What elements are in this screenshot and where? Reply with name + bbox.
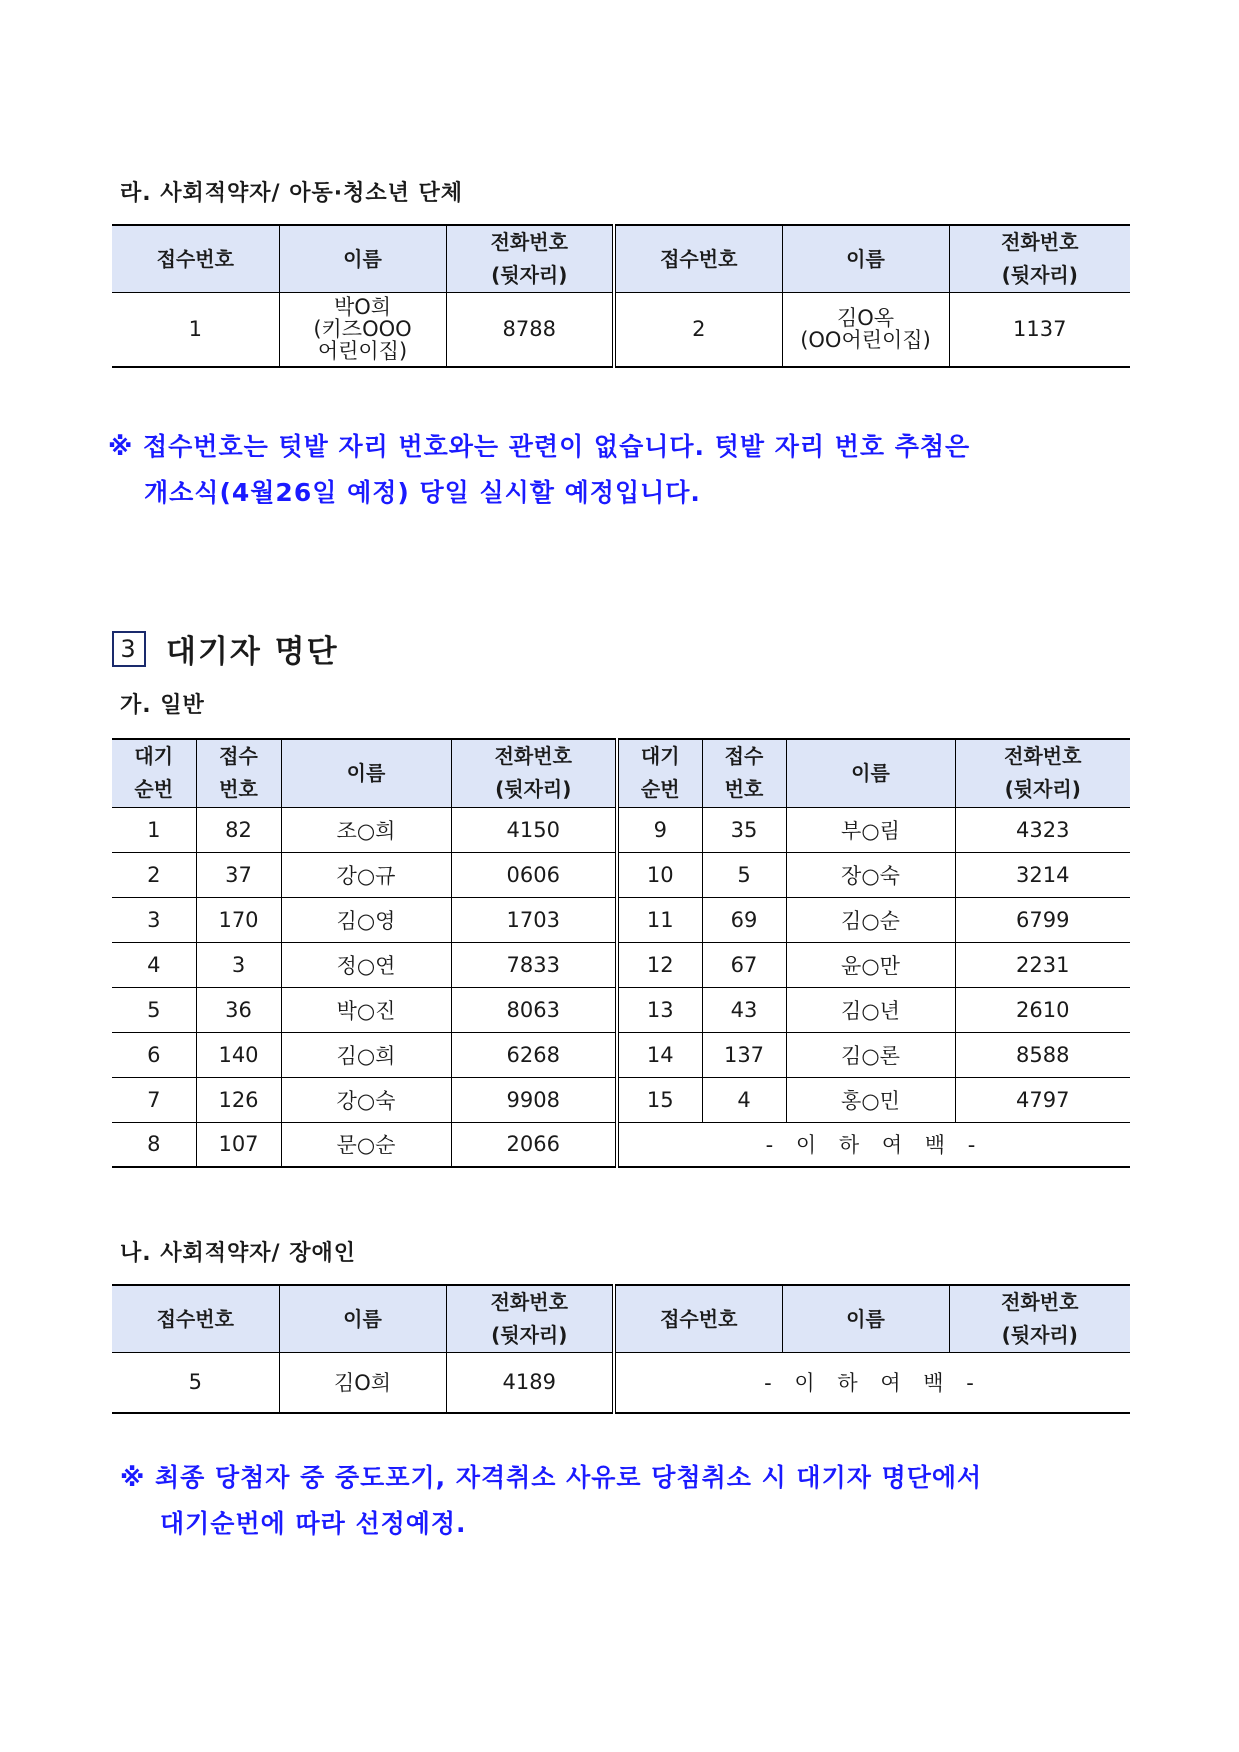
header-receipt: 접수번호 <box>614 225 782 293</box>
header-wait-order: 대기 순번 <box>617 739 702 807</box>
cell-name: 장○숙 <box>786 852 955 897</box>
cell-phone: 0606 <box>451 852 617 897</box>
cell-name: 김○년 <box>786 987 955 1032</box>
blank-remainder-cell: - 이 하 여 백 - <box>614 1353 1130 1413</box>
cell-phone: 1703 <box>451 897 617 942</box>
cell-name: 김○영 <box>281 897 451 942</box>
header-name: 이름 <box>279 225 446 293</box>
cell-receipt: 82 <box>196 807 281 852</box>
cell-phone: 8063 <box>451 987 617 1032</box>
cell-receipt: 43 <box>702 987 786 1032</box>
cell-phone: 4323 <box>955 807 1130 852</box>
cell-phone: 8588 <box>955 1032 1130 1077</box>
cell-wait: 9 <box>617 807 702 852</box>
header-phone: 전화번호 (뒷자리) <box>949 225 1130 293</box>
cell-name: 김O옥 (OO어린이집) <box>782 293 949 367</box>
cell-receipt: 35 <box>702 807 786 852</box>
cell-name: 조○희 <box>281 807 451 852</box>
cell-receipt: 4 <box>702 1077 786 1122</box>
cell-receipt: 137 <box>702 1032 786 1077</box>
cell-receipt: 126 <box>196 1077 281 1122</box>
cell-receipt: 37 <box>196 852 281 897</box>
cell-phone: 4797 <box>955 1077 1130 1122</box>
table-header-row <box>112 1285 1130 1353</box>
cell-name: 김○론 <box>786 1032 955 1077</box>
header-receipt: 접수번호 <box>614 1285 782 1353</box>
cell-wait: 11 <box>617 897 702 942</box>
cell-phone: 9908 <box>451 1077 617 1122</box>
cell-wait: 10 <box>617 852 702 897</box>
header-name: 이름 <box>281 739 451 807</box>
cell-name: 윤○만 <box>786 942 955 987</box>
cell-wait: 2 <box>112 852 196 897</box>
header-receipt: 접수번호 <box>112 1285 279 1353</box>
section-na-title: 나. 사회적약자/ 장애인 <box>120 1241 356 1266</box>
cell-wait: 1 <box>112 807 196 852</box>
cell-receipt: 170 <box>196 897 281 942</box>
cell-phone: 6799 <box>955 897 1130 942</box>
table-header-row <box>112 225 1130 293</box>
header-receipt: 접수 번호 <box>702 739 786 807</box>
cell-receipt: 1 <box>112 293 279 367</box>
cell-phone: 4150 <box>451 807 617 852</box>
note-line: ※ 최종 당첨자 중 중도포기, 자격취소 사유로 당첨취소 시 대기자 명단에서 <box>120 1463 983 1492</box>
table-row <box>112 293 1130 367</box>
cell-receipt: 107 <box>196 1122 281 1167</box>
table-header-row <box>112 739 1130 807</box>
table-row <box>112 1353 1130 1413</box>
table-row <box>112 1122 1130 1167</box>
cell-phone: 2231 <box>955 942 1130 987</box>
note-receipt-number <box>108 424 970 516</box>
cell-receipt: 5 <box>702 852 786 897</box>
header-phone: 전화번호 (뒷자리) <box>955 739 1130 807</box>
cell-phone: 8788 <box>446 293 614 367</box>
cell-phone: 4189 <box>446 1353 614 1413</box>
header-name: 이름 <box>786 739 955 807</box>
cell-name: 박O희 (키즈OOO 어린이집) <box>279 293 446 367</box>
table-row <box>112 897 1130 942</box>
note-line: 대기순번에 따라 선정예정. <box>160 1509 467 1538</box>
table-row <box>112 987 1130 1032</box>
cell-receipt: 36 <box>196 987 281 1032</box>
header-name: 이름 <box>782 1285 949 1353</box>
table-ga <box>112 738 1130 1168</box>
cell-name: 강○규 <box>281 852 451 897</box>
cell-name: 정○연 <box>281 942 451 987</box>
header-phone: 전화번호 (뒷자리) <box>949 1285 1130 1353</box>
cell-phone: 3214 <box>955 852 1130 897</box>
section-3-heading <box>112 626 339 671</box>
cell-name: 부○림 <box>786 807 955 852</box>
cell-wait: 5 <box>112 987 196 1032</box>
cell-phone: 2066 <box>451 1122 617 1167</box>
header-name: 이름 <box>279 1285 446 1353</box>
cell-phone: 2610 <box>955 987 1130 1032</box>
table-na <box>112 1284 1130 1414</box>
cell-receipt: 5 <box>112 1353 279 1413</box>
cell-name: 박○진 <box>281 987 451 1032</box>
cell-receipt: 69 <box>702 897 786 942</box>
cell-wait: 6 <box>112 1032 196 1077</box>
cell-wait: 14 <box>617 1032 702 1077</box>
table-row <box>112 852 1130 897</box>
cell-wait: 15 <box>617 1077 702 1122</box>
cell-name: 문○순 <box>281 1122 451 1167</box>
blank-remainder-cell: - 이 하 여 백 - <box>617 1122 1130 1167</box>
table-row <box>112 807 1130 852</box>
table-row <box>112 1032 1130 1077</box>
table-row <box>112 942 1130 987</box>
table-row <box>112 1077 1130 1122</box>
note-waitlist <box>120 1455 982 1547</box>
cell-wait: 8 <box>112 1122 196 1167</box>
cell-receipt: 140 <box>196 1032 281 1077</box>
cell-name: 김O희 <box>279 1353 446 1413</box>
cell-name: 김○희 <box>281 1032 451 1077</box>
section-number-box: 3 <box>112 631 146 667</box>
cell-receipt: 3 <box>196 942 281 987</box>
cell-name: 김○순 <box>786 897 955 942</box>
cell-phone: 6268 <box>451 1032 617 1077</box>
cell-wait: 12 <box>617 942 702 987</box>
header-phone: 전화번호 (뒷자리) <box>451 739 617 807</box>
table-ra <box>112 224 1130 368</box>
header-phone: 전화번호 (뒷자리) <box>446 225 614 293</box>
cell-wait: 7 <box>112 1077 196 1122</box>
cell-receipt: 67 <box>702 942 786 987</box>
header-receipt: 접수 번호 <box>196 739 281 807</box>
cell-name: 홍○민 <box>786 1077 955 1122</box>
cell-phone: 7833 <box>451 942 617 987</box>
cell-name: 강○숙 <box>281 1077 451 1122</box>
cell-wait: 4 <box>112 942 196 987</box>
section-ga-title: 가. 일반 <box>120 693 205 718</box>
cell-wait: 13 <box>617 987 702 1032</box>
header-receipt: 접수번호 <box>112 225 279 293</box>
header-name: 이름 <box>782 225 949 293</box>
header-wait-order: 대기 순번 <box>112 739 196 807</box>
cell-phone: 1137 <box>949 293 1130 367</box>
cell-receipt: 2 <box>614 293 782 367</box>
cell-wait: 3 <box>112 897 196 942</box>
note-line: 개소식(4월26일 예정) 당일 실시할 예정입니다. <box>144 478 701 507</box>
header-phone: 전화번호 (뒷자리) <box>446 1285 614 1353</box>
section-ra-title: 라. 사회적약자/ 아동·청소년 단체 <box>120 181 464 206</box>
note-line: ※ 접수번호는 텃밭 자리 번호와는 관련이 없습니다. 텃밭 자리 번호 추첨은 <box>108 432 971 461</box>
section-3-title: 대기자 명단 <box>166 634 339 670</box>
